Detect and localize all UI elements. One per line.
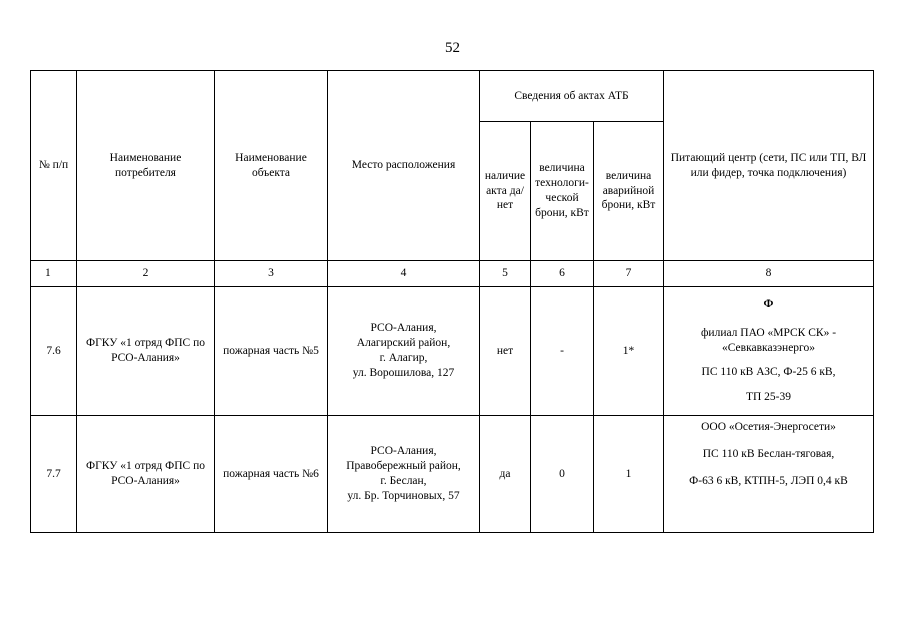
- row-location: [328, 287, 480, 416]
- supply-marker: Ф: [763, 297, 774, 310]
- location-line: Алагирский район,: [356, 337, 451, 350]
- header-row-1: [31, 71, 874, 122]
- header-col-supply: Питающий центр (сети, ПС или ТП, ВЛ или фидер, точка подключения): [664, 71, 874, 261]
- location-line: ул. Бр. Торчиновых, 57: [347, 489, 460, 502]
- column-number: 8: [664, 261, 874, 287]
- row-object: пожарная часть №6: [215, 416, 328, 533]
- location-line: г. Алагир,: [379, 352, 428, 364]
- supply-line: ТП 25-39: [745, 391, 792, 404]
- row-supply: [664, 416, 874, 533]
- header-atb-group: Сведения об актах АТБ: [480, 71, 664, 122]
- supply-line: «Севкавказэнерго»: [722, 341, 815, 354]
- supply-line: ПС 110 кВ Беслан-тяговая,: [702, 447, 835, 460]
- page-number: 52: [445, 40, 460, 56]
- supply-line: филиал ПАО «МРСК СК» -: [700, 326, 837, 339]
- supply-line: ООО «Осетия-Энергосети»: [701, 421, 836, 433]
- row-consumer: ФГКУ «1 отряд ФПС по РСО-Алания»: [77, 287, 215, 416]
- header-atb-tech: величина технологи- ческой брони, кВт: [531, 122, 594, 261]
- table-row: [31, 287, 874, 416]
- row-tech: -: [531, 287, 594, 416]
- column-number: 2: [77, 261, 215, 287]
- header-atb-presence: наличие акта да/нет: [480, 122, 531, 261]
- location-line: г. Беслан,: [380, 475, 427, 487]
- consumer-table: [30, 70, 874, 533]
- row-presence: да: [480, 416, 531, 533]
- row-no: 7.6: [31, 287, 77, 416]
- header-col-location: Место расположения: [328, 71, 480, 261]
- location-line: Правобережный район,: [346, 460, 461, 473]
- supply-line: ПС 110 кВ АЗС, Ф-25 6 кВ,: [701, 366, 836, 379]
- location-line: РСО-Алания,: [370, 445, 437, 458]
- header-col-no: № п/п: [31, 71, 77, 261]
- supply-line: Ф-63 6 кВ, КТПН-5, ЛЭП 0,4 кВ: [689, 474, 848, 487]
- row-object: пожарная часть №5: [215, 287, 328, 416]
- row-presence: нет: [480, 287, 531, 416]
- column-number: 3: [215, 261, 328, 287]
- column-number: 7: [594, 261, 664, 287]
- column-number: 4: [328, 261, 480, 287]
- row-location: [328, 416, 480, 533]
- row-supply: [664, 287, 874, 416]
- header-col-consumer: Наименование потребителя: [77, 71, 215, 261]
- column-number: 1: [31, 261, 77, 287]
- table-row: [31, 416, 874, 533]
- row-emergency: 1: [594, 416, 664, 533]
- column-number: 6: [531, 261, 594, 287]
- location-line: ул. Ворошилова, 127: [352, 366, 455, 379]
- column-number-row: [31, 261, 874, 287]
- row-tech: 0: [531, 416, 594, 533]
- row-emergency: 1*: [594, 287, 664, 416]
- row-consumer: ФГКУ «1 отряд ФПС по РСО-Алания»: [77, 416, 215, 533]
- column-number: 5: [480, 261, 531, 287]
- header-col-object: Наименование объекта: [215, 71, 328, 261]
- row-no: 7.7: [31, 416, 77, 533]
- header-atb-emergency: величина аварийной брони, кВт: [594, 122, 664, 261]
- location-line: РСО-Алания,: [370, 322, 437, 335]
